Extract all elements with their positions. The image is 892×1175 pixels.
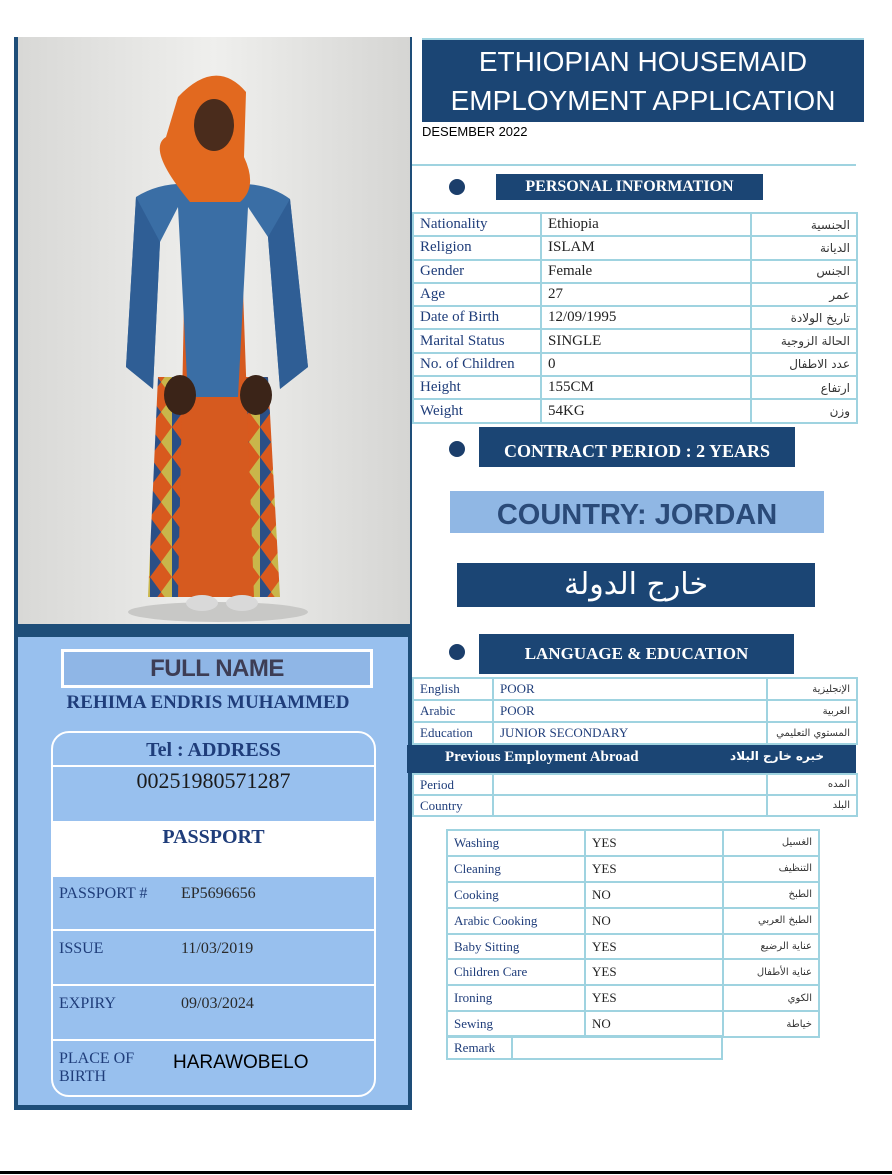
language-row-value: POOR <box>493 678 767 700</box>
personal-info-row <box>413 329 857 352</box>
personal-info-row-label: Marital Status <box>413 329 541 352</box>
title-line-2: EMPLOYMENT APPLICATION <box>450 85 836 116</box>
previous-employment-row-value <box>493 774 767 795</box>
remark-field <box>446 1035 723 1060</box>
skill-row-value: YES <box>585 934 723 960</box>
personal-info-row-value: Ethiopia <box>541 213 751 236</box>
previous-employment-row-arabic: المده <box>767 774 857 795</box>
personal-info-row-value: 155CM <box>541 376 751 399</box>
remark-label: Remark <box>454 1040 496 1055</box>
passport-expiry-label: EXPIRY <box>59 995 116 1012</box>
skill-row-arabic: عناية الأطفال <box>723 959 819 985</box>
passport-heading: PASSPORT <box>53 821 374 877</box>
personal-info-row-value: 27 <box>541 283 751 306</box>
contract-period: CONTRACT PERIOD : 2 YEARS <box>479 427 795 467</box>
country-arabic-banner: خارج الدولة <box>457 563 815 607</box>
skill-row-value: YES <box>585 959 723 985</box>
personal-info-rows <box>413 213 857 423</box>
language-education-heading: LANGUAGE & EDUCATION <box>479 634 794 674</box>
skill-row-value: NO <box>585 882 723 908</box>
skill-row <box>447 959 819 985</box>
tel-address-label: Tel : ADDRESS <box>53 733 374 767</box>
personal-info-row-value: 54KG <box>541 399 751 422</box>
personal-info-row-label: No. of Children <box>413 353 541 376</box>
personal-info-row-label: Gender <box>413 260 541 283</box>
personal-info-row <box>413 376 857 399</box>
personal-info-row-value: 0 <box>541 353 751 376</box>
skill-row-arabic: الطبخ العربي <box>723 908 819 934</box>
skill-row <box>447 856 819 882</box>
previous-employment-heading <box>407 745 856 773</box>
passport-issue-row <box>53 932 374 986</box>
skill-row-label: Baby Sitting <box>447 934 585 960</box>
personal-info-row-value: ISLAM <box>541 236 751 259</box>
skill-row <box>447 934 819 960</box>
language-row-label: Education <box>413 722 493 744</box>
previous-employment-table <box>412 773 858 817</box>
bullet-icon <box>449 441 465 457</box>
place-of-birth-label: PLACE OF BIRTH <box>59 1050 135 1085</box>
skill-row <box>447 1011 819 1037</box>
previous-employment-row-label: Country <box>413 795 493 816</box>
language-row <box>413 722 857 744</box>
country-banner: COUNTRY: JORDAN <box>450 491 824 533</box>
previous-employment-title-arabic: خبره خارج البلاد <box>730 749 824 763</box>
language-row <box>413 678 857 700</box>
skill-row-arabic: الغسيل <box>723 830 819 856</box>
skill-row-value: NO <box>585 908 723 934</box>
previous-employment-row-label: Period <box>413 774 493 795</box>
skill-row-label: Ironing <box>447 985 585 1011</box>
personal-info-row <box>413 306 857 329</box>
language-row-arabic: الإنجليزية <box>767 678 857 700</box>
document-date: DESEMBER 2022 <box>422 124 528 139</box>
personal-info-row-arabic: الحالة الزوجية <box>751 329 857 352</box>
bullet-icon <box>449 179 465 195</box>
skill-row-label: Cleaning <box>447 856 585 882</box>
personal-info-row-arabic: وزن <box>751 399 857 422</box>
skills-rows <box>447 830 819 1037</box>
personal-info-row-arabic: الديانة <box>751 236 857 259</box>
personal-info-row-arabic: تاريخ الولادة <box>751 306 857 329</box>
personal-info-row-label: Nationality <box>413 213 541 236</box>
skill-row-arabic: الطبخ <box>723 882 819 908</box>
page-bottom-rule <box>0 1171 892 1174</box>
personal-info-row-value: Female <box>541 260 751 283</box>
personal-info-row-label: Religion <box>413 236 541 259</box>
skill-row-arabic: خياطة <box>723 1011 819 1037</box>
personal-info-row-label: Height <box>413 376 541 399</box>
skill-row <box>447 908 819 934</box>
document-title <box>422 38 864 122</box>
language-rows <box>413 678 857 744</box>
previous-employment-title: Previous Employment Abroad <box>445 749 639 765</box>
previous-employment-row <box>413 774 857 795</box>
language-row-arabic: العربية <box>767 700 857 722</box>
language-row-value: POOR <box>493 700 767 722</box>
personal-info-row-arabic: الجنس <box>751 260 857 283</box>
previous-employment-row <box>413 795 857 816</box>
language-row-value: JUNIOR SECONDARY <box>493 722 767 744</box>
skills-table <box>446 829 820 1038</box>
personal-info-row-arabic: الجنسية <box>751 213 857 236</box>
language-row-label: Arabic <box>413 700 493 722</box>
skill-row-value: YES <box>585 830 723 856</box>
full-name-label: FULL NAME <box>61 649 373 688</box>
skill-row-value: NO <box>585 1011 723 1037</box>
place-of-birth-row <box>53 1042 374 1097</box>
passport-expiry-row <box>53 987 374 1041</box>
skill-row-label: Washing <box>447 830 585 856</box>
personal-info-row <box>413 399 857 422</box>
applicant-photo <box>18 37 410 624</box>
skill-row-arabic: التنظيف <box>723 856 819 882</box>
passport-number-row <box>53 877 374 931</box>
personal-info-row-value: 12/09/1995 <box>541 306 751 329</box>
place-of-birth-value: HARAWOBELO <box>173 1052 309 1073</box>
language-row-label: English <box>413 678 493 700</box>
personal-info-row-arabic: عدد الاطفال <box>751 353 857 376</box>
previous-employment-rows <box>413 774 857 816</box>
previous-employment-row-value <box>493 795 767 816</box>
skill-row-label: Sewing <box>447 1011 585 1037</box>
skill-row-value: YES <box>585 985 723 1011</box>
divider <box>511 1037 513 1058</box>
personal-info-row-value: SINGLE <box>541 329 751 352</box>
full-name-value: REHIMA ENDRIS MUHAMMED <box>66 692 350 713</box>
previous-employment-row-arabic: البلد <box>767 795 857 816</box>
personal-info-row <box>413 283 857 306</box>
skill-row-label: Cooking <box>447 882 585 908</box>
personal-info-table <box>412 212 858 424</box>
personal-info-row-label: Age <box>413 283 541 306</box>
skill-row <box>447 882 819 908</box>
personal-info-heading: PERSONAL INFORMATION <box>496 174 763 200</box>
personal-info-row <box>413 260 857 283</box>
passport-number-value: EP5696656 <box>181 885 256 902</box>
passport-issue-value: 11/03/2019 <box>181 940 254 957</box>
skill-row <box>447 830 819 856</box>
skill-row-label: Children Care <box>447 959 585 985</box>
personal-info-row-arabic: ارتفاع <box>751 376 857 399</box>
skill-row-label: Arabic Cooking <box>447 908 585 934</box>
personal-info-row-label: Date of Birth <box>413 306 541 329</box>
contact-passport-card <box>51 731 376 1097</box>
personal-info-row <box>413 236 857 259</box>
passport-expiry-value: 09/03/2024 <box>181 995 254 1012</box>
skill-row-value: YES <box>585 856 723 882</box>
passport-issue-label: ISSUE <box>59 940 104 957</box>
personal-info-row <box>413 353 857 376</box>
title-line-1: ETHIOPIAN HOUSEMAID <box>478 46 808 77</box>
personal-info-row-arabic: عمر <box>751 283 857 306</box>
language-table <box>412 677 858 745</box>
personal-info-row-label: Weight <box>413 399 541 422</box>
skill-row-arabic: عناية الرضيع <box>723 934 819 960</box>
language-row <box>413 700 857 722</box>
skill-row-arabic: الكوي <box>723 985 819 1011</box>
personal-info-row <box>413 213 857 236</box>
bullet-icon <box>449 644 465 660</box>
skill-row <box>447 985 819 1011</box>
applicant-figure <box>18 37 410 624</box>
divider <box>412 164 856 166</box>
passport-number-label: PASSPORT # <box>59 885 148 902</box>
tel-value: 00251980571287 <box>136 768 291 793</box>
language-row-arabic: المستوي التعليمي <box>767 722 857 744</box>
